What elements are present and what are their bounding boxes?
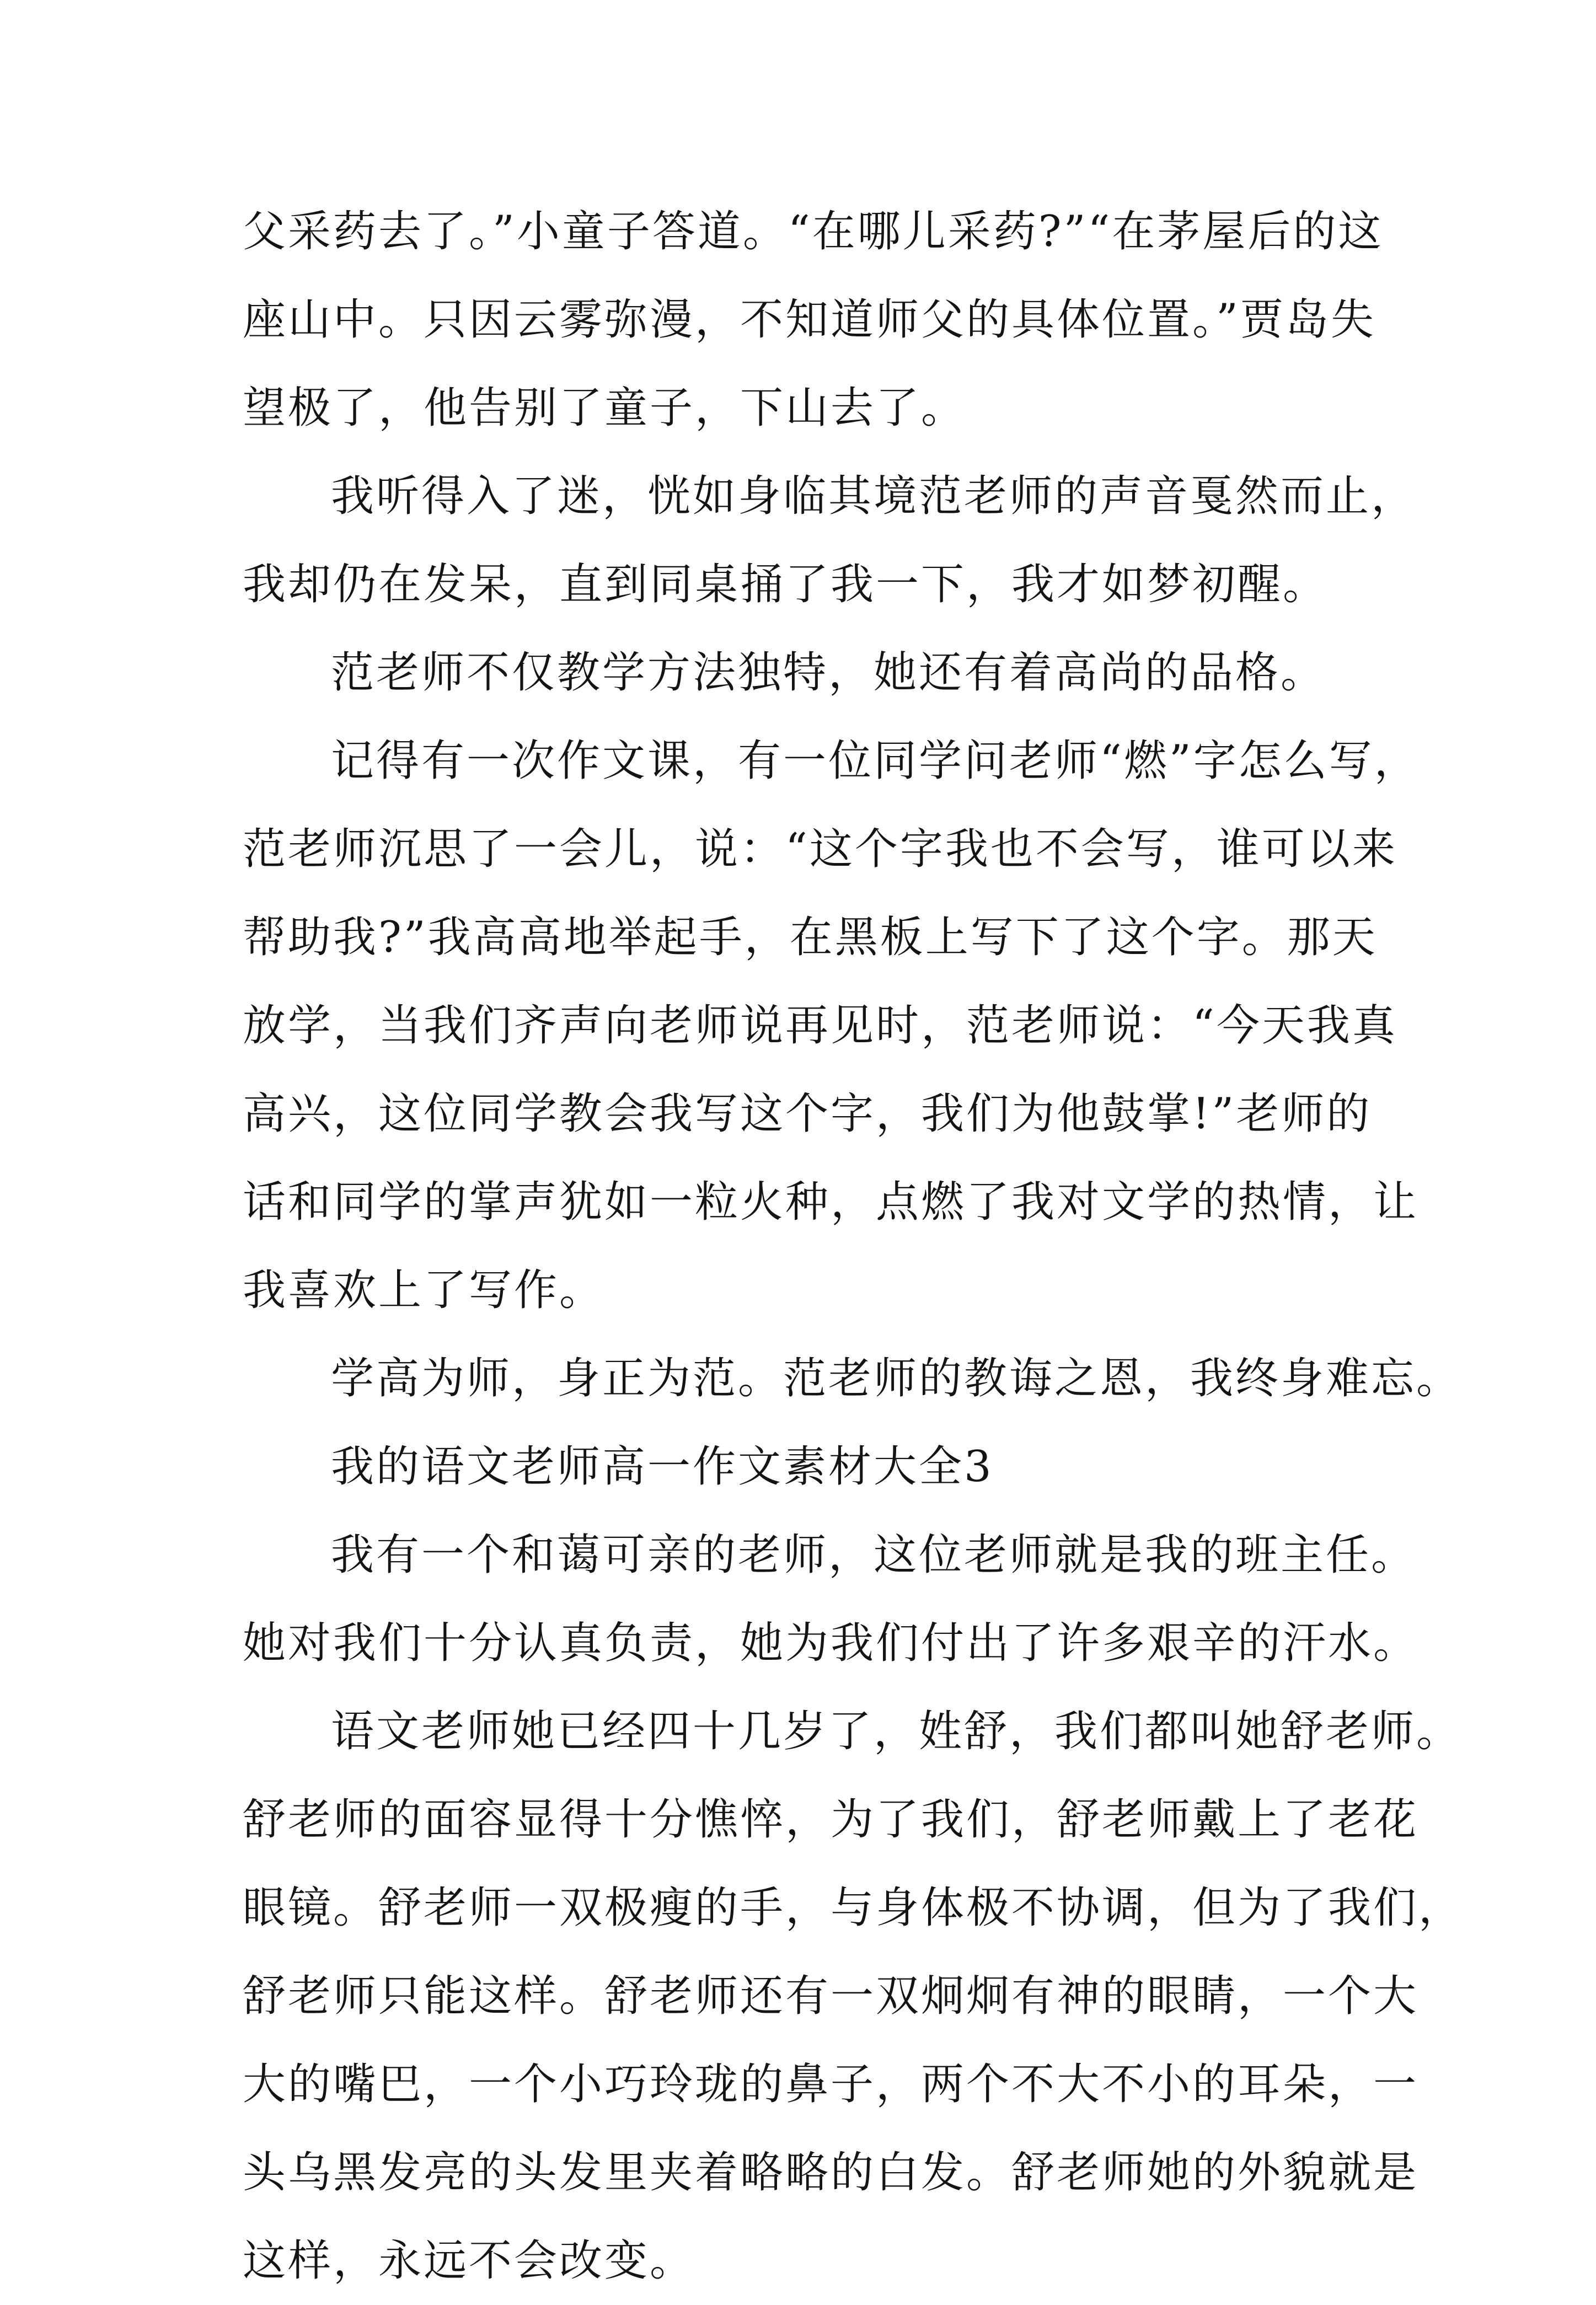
text-line: 我却仍在发呆，直到同桌捅了我一下，我才如梦初醒。	[243, 560, 1329, 609]
text-line: 我听得入了迷，恍如身临其境范老师的声音戛然而止，	[331, 471, 1417, 521]
text-line: 她对我们十分认真负责，她为我们付出了许多艰辛的汗水。	[243, 1618, 1419, 1668]
text-line: 话和同学的掌声犹如一粒火种，点燃了我对文学的热情，让	[243, 1177, 1419, 1227]
text-line: 这样，永远不会改变。	[243, 2236, 695, 2286]
text-line: 帮助我?”我高高地举起手，在黑板上写下了这个字。那天	[243, 913, 1378, 962]
text-line: 父采药去了。”小童子答道。“在哪儿采药?”“在茅屋后的这	[243, 207, 1384, 256]
text-line: 高兴，这位同学教会我写这个字，我们为他鼓掌!”老师的	[243, 1089, 1372, 1139]
text-line: 放学，当我们齐声向老师说再见时，范老师说：“今天我真	[243, 1001, 1397, 1050]
text-line: 眼镜。舒老师一双极瘦的手，与身体极不协调，但为了我们，	[243, 1883, 1464, 1933]
section-heading: 我的语文老师高一作文素材大全3	[331, 1442, 994, 1492]
text-line: 记得有一次作文课，有一位同学问老师“燃”字怎么写，	[331, 736, 1420, 786]
text-line: 学高为师，身正为范。范老师的教诲之恩，我终身难忘。	[331, 1354, 1462, 1403]
text-line: 望极了，他告别了童子，下山去了。	[243, 383, 967, 433]
text-line: 语文老师她已经四十几岁了，姓舒，我们都叫她舒老师。	[331, 1707, 1462, 1756]
body-text	[243, 187, 1464, 2305]
text-line: 舒老师的面容显得十分憔悴，为了我们，舒老师戴上了老花	[243, 1795, 1419, 1845]
text-line: 头乌黑发亮的头发里夹着略略的白发。舒老师她的外貌就是	[243, 2148, 1419, 2197]
text-line: 座山中。只因云雾弥漫，不知道师父的具体位置。”贾岛失	[243, 295, 1376, 345]
text-line: 舒老师只能这样。舒老师还有一双炯炯有神的眼睛，一个大	[243, 1971, 1419, 2021]
text-line: 范老师不仅教学方法独特，她还有着高尚的品格。	[331, 648, 1326, 698]
text-line: 我喜欢上了写作。	[243, 1266, 605, 1315]
text-line: 范老师沉思了一会儿，说：“这个字我也不会写，谁可以来	[243, 824, 1397, 874]
text-line: 我有一个和蔼可亲的老师，这位老师就是我的班主任。	[331, 1530, 1417, 1580]
text-line: 大的嘴巴，一个小巧玲珑的鼻子，两个不大不小的耳朵，一	[243, 2060, 1419, 2109]
